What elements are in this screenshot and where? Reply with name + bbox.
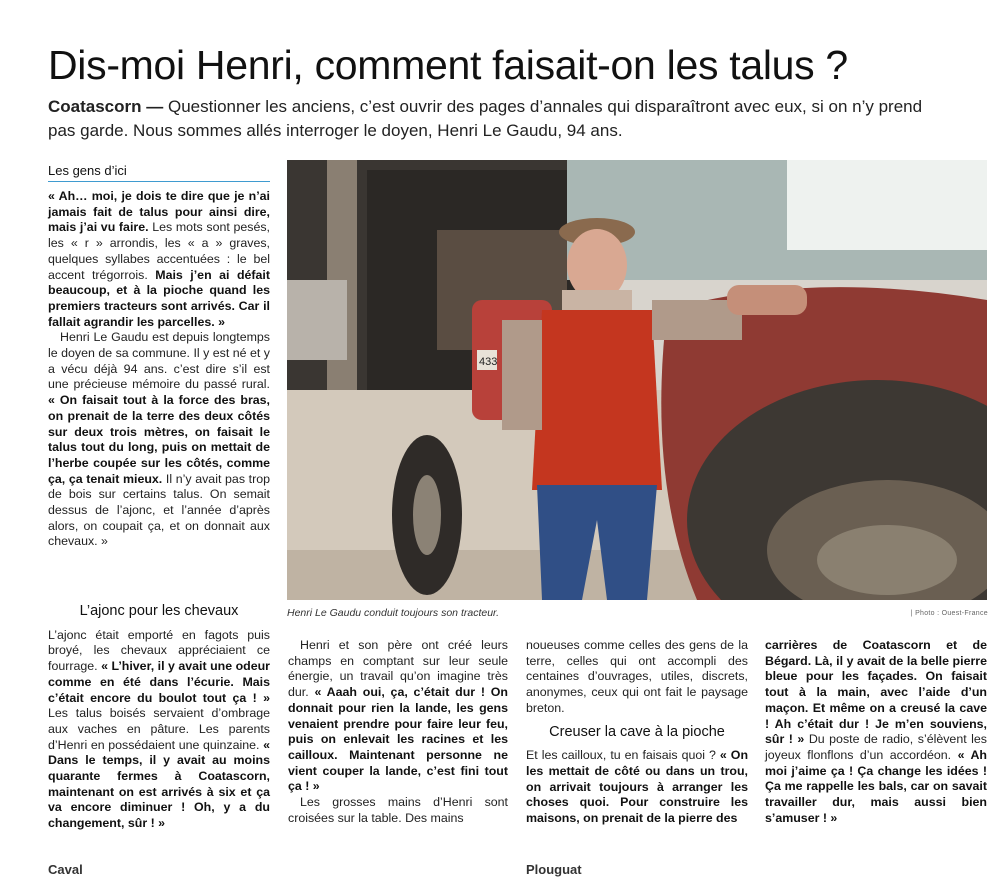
quote-run: « Ah moi j’aime ça ! Ça change les idées ! Ça me rappelle les bals, car on savait travailler dur, mais aussi bien s’amuser ! » xyxy=(765,747,987,825)
quote-run: Mais j’en ai défait beaucoup, et à la pioche quand les premiers tracteurs sont arrivés. Car il fallait agrandir les parcelles. » xyxy=(48,267,270,329)
column-1 xyxy=(48,189,270,550)
quote-run: carrières de Coatascorn et de Bégard. Là, il y avait de la belle pierre bleue pour les façades. On faisait tout à la main, avec l’aide d’un maçon. Et même on a creusé la cave ! Ah c’était dur ! Je m’en souviens, sûr ! » xyxy=(765,638,987,747)
text-run: Henri Le Gaudu est depuis longtemps le doyen de sa commune. Il y est né et y a vécu déjà 94 ans. c’est dire s’il est une précieuse mémoire du passé rural. xyxy=(48,330,270,392)
text-run: Du poste de radio, s’élèvent les joyeux flonflons d’un accordéon. xyxy=(765,732,988,762)
text-run: Et les cailloux, tu en faisais quoi ? xyxy=(526,748,720,763)
paragraph-8 xyxy=(765,638,987,826)
photo-credit: | Photo : Ouest-France xyxy=(910,610,988,617)
lead-place: Coatascorn — xyxy=(48,97,164,116)
quote-run: « On faisait tout à la force des bras, on prenait de la terre des deux côtés sur deux trois mètres, on faisait le talus tout du long, puis on mettait de l’herbe coupée sur les côtés, comme ça, ça tenait mieux. xyxy=(48,393,270,486)
quote-run: « On les mettait de côté ou dans un trou, on arrivait toujours à arranger les choses quoi. Pour construire les maisons, on prenait de la pierre des xyxy=(526,748,749,826)
text-run: Il n’y avait pas trop de bois sur certains talus. On semait dessus de l’ajonc, et l’année d’après alors, on coupait ça, et on donnait aux chevaux. » xyxy=(48,471,271,549)
quote-run: « Ah… moi, je dois te dire que je n’ai jamais fait de talus pour ainsi dire, mais j’ai vu faire. xyxy=(48,189,270,235)
paragraph-1 xyxy=(48,189,270,330)
photo-caption: Henri Le Gaudu conduit toujours son tracteur. xyxy=(287,607,500,619)
quote-run: « L’hiver, il y avait une odeur comme en été dans l’écurie. Mais c’était encore du boulot tout ça ! » xyxy=(48,659,270,705)
paragraph-4 xyxy=(288,638,508,795)
quote-run: « Aaah oui, ça, c’était dur ! On donnait pour rien la lande, les gens venaient prendre pour faire leur feu, puis on enlevait les racines et les cailloux. Maintenant personne ne vient couper la lande, c’est fini tout ça ! » xyxy=(288,685,508,794)
quote-run: « Dans le temps, il y avait au moins quarante fermes à Coatascorn, maintenant on est arrivés à six et ça va encore diminuer ! Oh, y a du changement, sûr ! » xyxy=(48,737,270,831)
rubric-label: Les gens d’ici xyxy=(48,163,270,182)
lead-paragraph xyxy=(48,95,948,143)
subhead-cave: Creuser la cave à la pioche xyxy=(549,723,725,740)
headline: Dis-moi Henri, comment faisait-on les talus ? xyxy=(48,42,848,88)
tractor-plate: 433 xyxy=(479,356,498,368)
paragraph-2 xyxy=(48,330,270,550)
photo-illustration xyxy=(287,160,987,600)
tractor-photo xyxy=(287,160,987,600)
paragraph-7 xyxy=(526,748,748,827)
subhead-ajonc: L’ajonc pour les chevaux xyxy=(79,603,239,619)
lead-text: Questionner les anciens, c’est ouvrir des pages d’annales qui disparaîtront avec eux, si on n’y prend pas garde. Nous sommes allés interroger le doyen, Henri Le Gaudu, 94 ans. xyxy=(48,97,923,140)
next-article-header-right: Plouguat xyxy=(526,862,582,877)
paragraph-5: Les grosses mains d’Henri sont croisées sur la table. Des mains xyxy=(288,795,508,825)
next-article-header-left: Caval xyxy=(48,862,83,877)
column-3 xyxy=(526,638,748,827)
column-1-lower xyxy=(48,596,270,832)
column-2 xyxy=(288,638,508,826)
text-run: Henri et son père ont créé leurs champs en comptant sur leur seule énergie, un travail qu’on imagine très dur. xyxy=(288,638,508,700)
paragraph-6: noueuses comme celles des gens de la terre, celles qui ont accompli des centaines d’ouvrages, utiles, discrets, anonymes, ceux qui ont fait le paysage breton. xyxy=(526,638,748,715)
text-run: Les talus boisés servaient d’ombrage aux vaches en pâture. Les parents d’Henri en possédaient une quinzaine. xyxy=(48,706,270,752)
paragraph-3 xyxy=(48,628,270,832)
column-4 xyxy=(765,638,987,826)
text-run: Les mots sont pesés, les « r » arrondis, les « a » graves, quelques syllabes accentuées : le bel accent trégorrois. xyxy=(48,220,270,282)
text-run: L’ajonc était emporté en fagots puis broyé, les chevaux appréciaient ce fourrage. xyxy=(48,627,270,674)
